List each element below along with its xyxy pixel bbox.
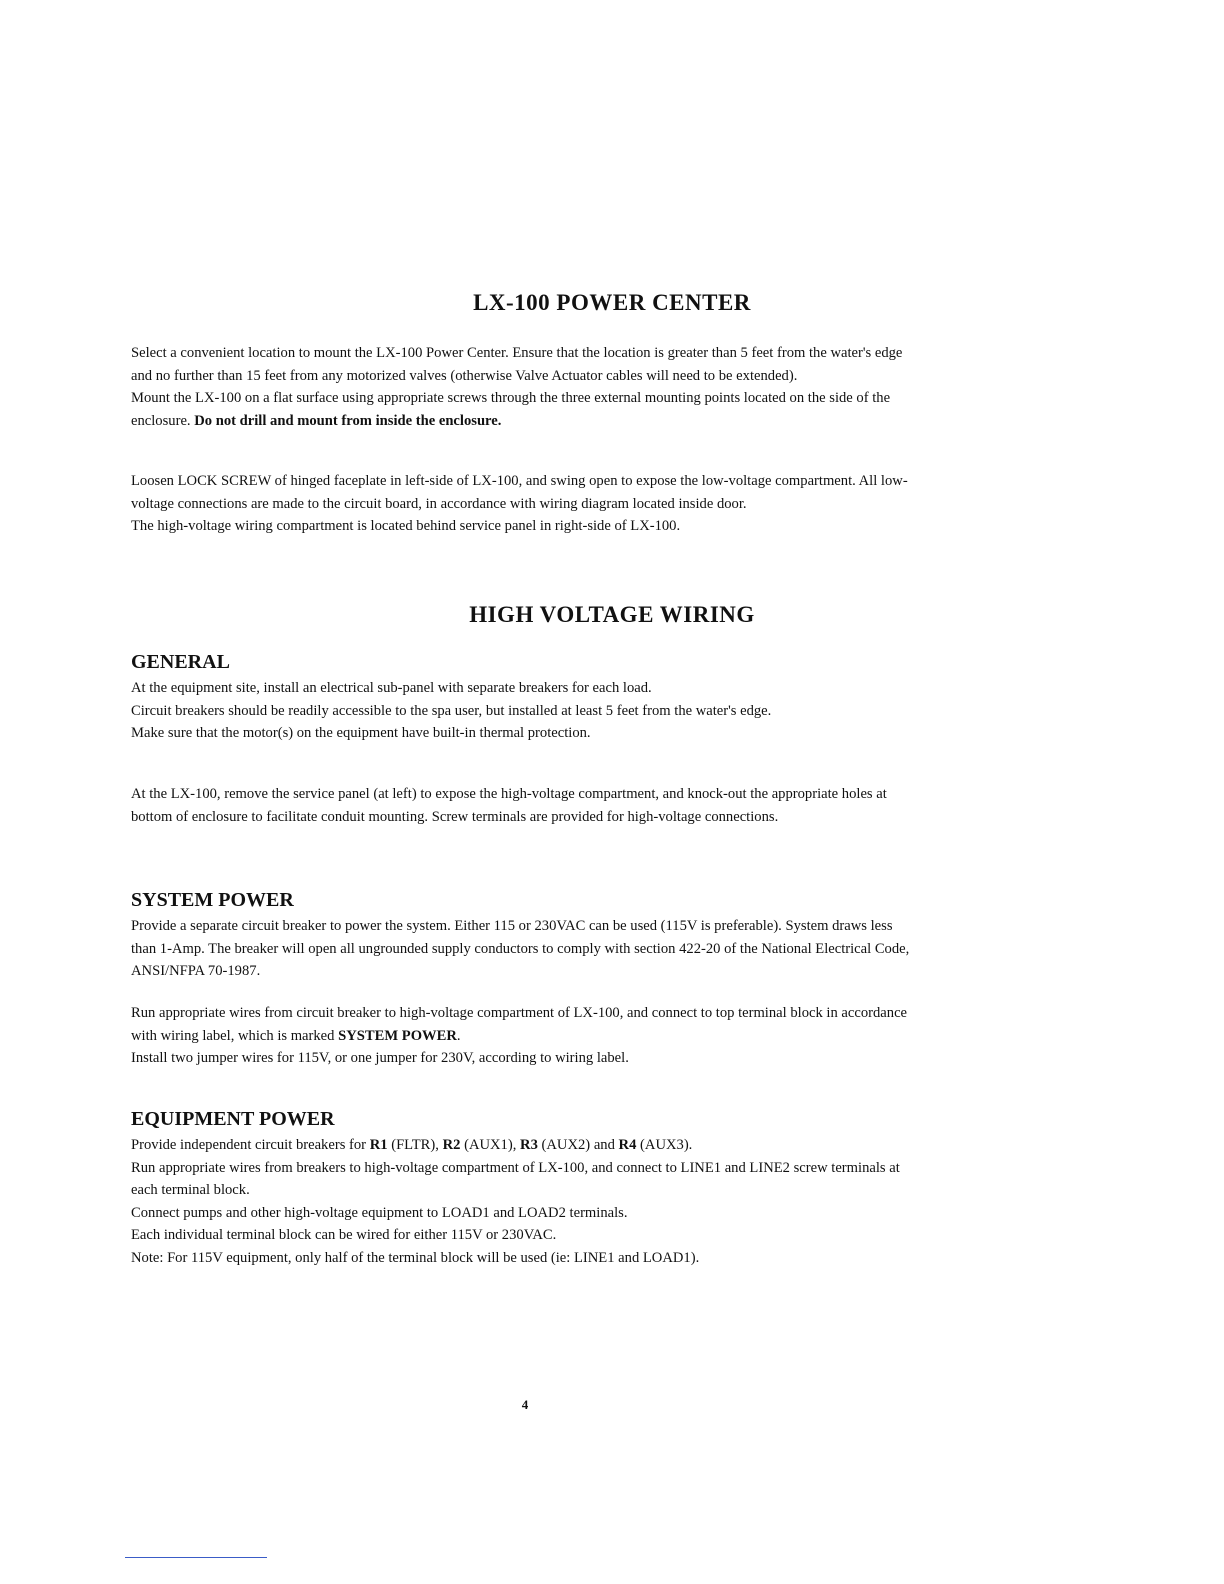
intro-paragraph-1: Select a convenient location to mount the LX-100 Power Center. Ensure that the location is greater than 5 feet from the water's edge and no further than 15 feet from any motorized valves (otherwise Valve Actuator cables will need to be extended).	[131, 345, 903, 384]
equipment-power-paragraph-2: Run appropriate wires from breakers to high-voltage compartment of LX-100, and connect to LINE1 and LINE2 screw terminals at each terminal block.	[131, 1159, 900, 1198]
equipment-text-c: (AUX1),	[464, 1137, 517, 1153]
system-power-paragraph-2	[131, 1002, 921, 1047]
section-title: HIGH VOLTAGE WIRING	[469, 602, 755, 627]
equipment-text-e: (AUX3).	[640, 1137, 693, 1153]
general-paragraph-4: At the LX-100, remove the service panel (at left) to expose the high-voltage compartment, and knock-out the appropriate holes at bottom of enclosure to facilitate conduit mounting. Screw terminals are provided for high-voltage connections.	[131, 786, 887, 825]
equipment-power-paragraph-1	[131, 1134, 921, 1157]
general-paragraph-1: At the equipment site, install an electrical sub-panel with separate breakers for each load.	[131, 680, 652, 696]
system-power-paragraph-2-text: Run appropriate wires from circuit breaker to high-voltage compartment of LX-100, and connect to top terminal block in accordance with wiring label, which is marked	[131, 1005, 908, 1044]
intro-paragraph-4: The high-voltage wiring compartment is located behind service panel in right-side of LX-100.	[131, 518, 681, 534]
equipment-power-block	[131, 1134, 921, 1269]
system-power-block	[131, 915, 921, 983]
system-power-heading: SYSTEM POWER	[131, 889, 294, 911]
general-block	[131, 677, 921, 745]
general-heading: GENERAL	[131, 651, 230, 673]
system-power-label: SYSTEM POWER	[338, 1027, 457, 1044]
intro-paragraph-3: Loosen LOCK SCREW of hinged faceplate in left-side of LX-100, and swing open to expose the low-voltage compartment. All low-voltage connections are made to the circuit board, in accordance with wiring diagram located inside door.	[131, 473, 908, 512]
system-power-block-2	[131, 1002, 921, 1070]
system-power-paragraph-1: Provide a separate circuit breaker to power the system. Either 115 or 230VAC can be used (115V is preferable). System draws less than 1-Amp. The breaker will open all ungrounded supply conductors to comply with section 422-20 of the National Electrical Code, ANSI/NFPA 70-1987.	[131, 918, 910, 979]
footer-rule	[125, 1557, 267, 1558]
relay-r1: R1	[369, 1137, 388, 1153]
equipment-text-d: (AUX2) and	[541, 1137, 615, 1153]
faceplate-block	[131, 470, 921, 538]
relay-r2: R2	[442, 1137, 461, 1153]
equipment-text-a: Provide independent circuit breakers for	[131, 1137, 367, 1153]
intro-warning: Do not drill and mount from inside the enclosure.	[194, 412, 502, 429]
intro-paragraph-2-text: Mount the LX-100 on a flat surface using appropriate screws through the three external mounting points located on the side of the enclosure.	[131, 390, 891, 429]
system-power-period: .	[456, 1027, 461, 1044]
page-title: LX-100 POWER CENTER	[473, 290, 751, 315]
equipment-power-paragraph-4: Each individual terminal block can be wired for either 115V or 230VAC.	[131, 1227, 557, 1243]
intro-paragraph-2	[131, 387, 921, 432]
relay-r4: R4	[618, 1137, 637, 1153]
system-power-paragraph-3: Install two jumper wires for 115V, or one jumper for 230V, according to wiring label.	[131, 1050, 629, 1066]
equipment-power-paragraph-5: Note: For 115V equipment, only half of the terminal block will be used (ie: LINE1 and LOAD1).	[131, 1249, 700, 1266]
page-number: 4	[521, 1397, 529, 1412]
general-paragraph-2: Circuit breakers should be readily accessible to the spa user, but installed at least 5 feet from the water's edge.	[131, 702, 772, 719]
relay-r3: R3	[520, 1137, 538, 1153]
equipment-power-paragraph-3: Connect pumps and other high-voltage equipment to LOAD1 and LOAD2 terminals.	[131, 1204, 628, 1221]
general-block-2	[131, 783, 921, 828]
equipment-power-heading: EQUIPMENT POWER	[131, 1108, 335, 1130]
general-paragraph-3: Make sure that the motor(s) on the equipment have built-in thermal protection.	[131, 725, 591, 741]
equipment-text-b: (FLTR),	[391, 1137, 439, 1153]
intro-block	[131, 342, 921, 432]
